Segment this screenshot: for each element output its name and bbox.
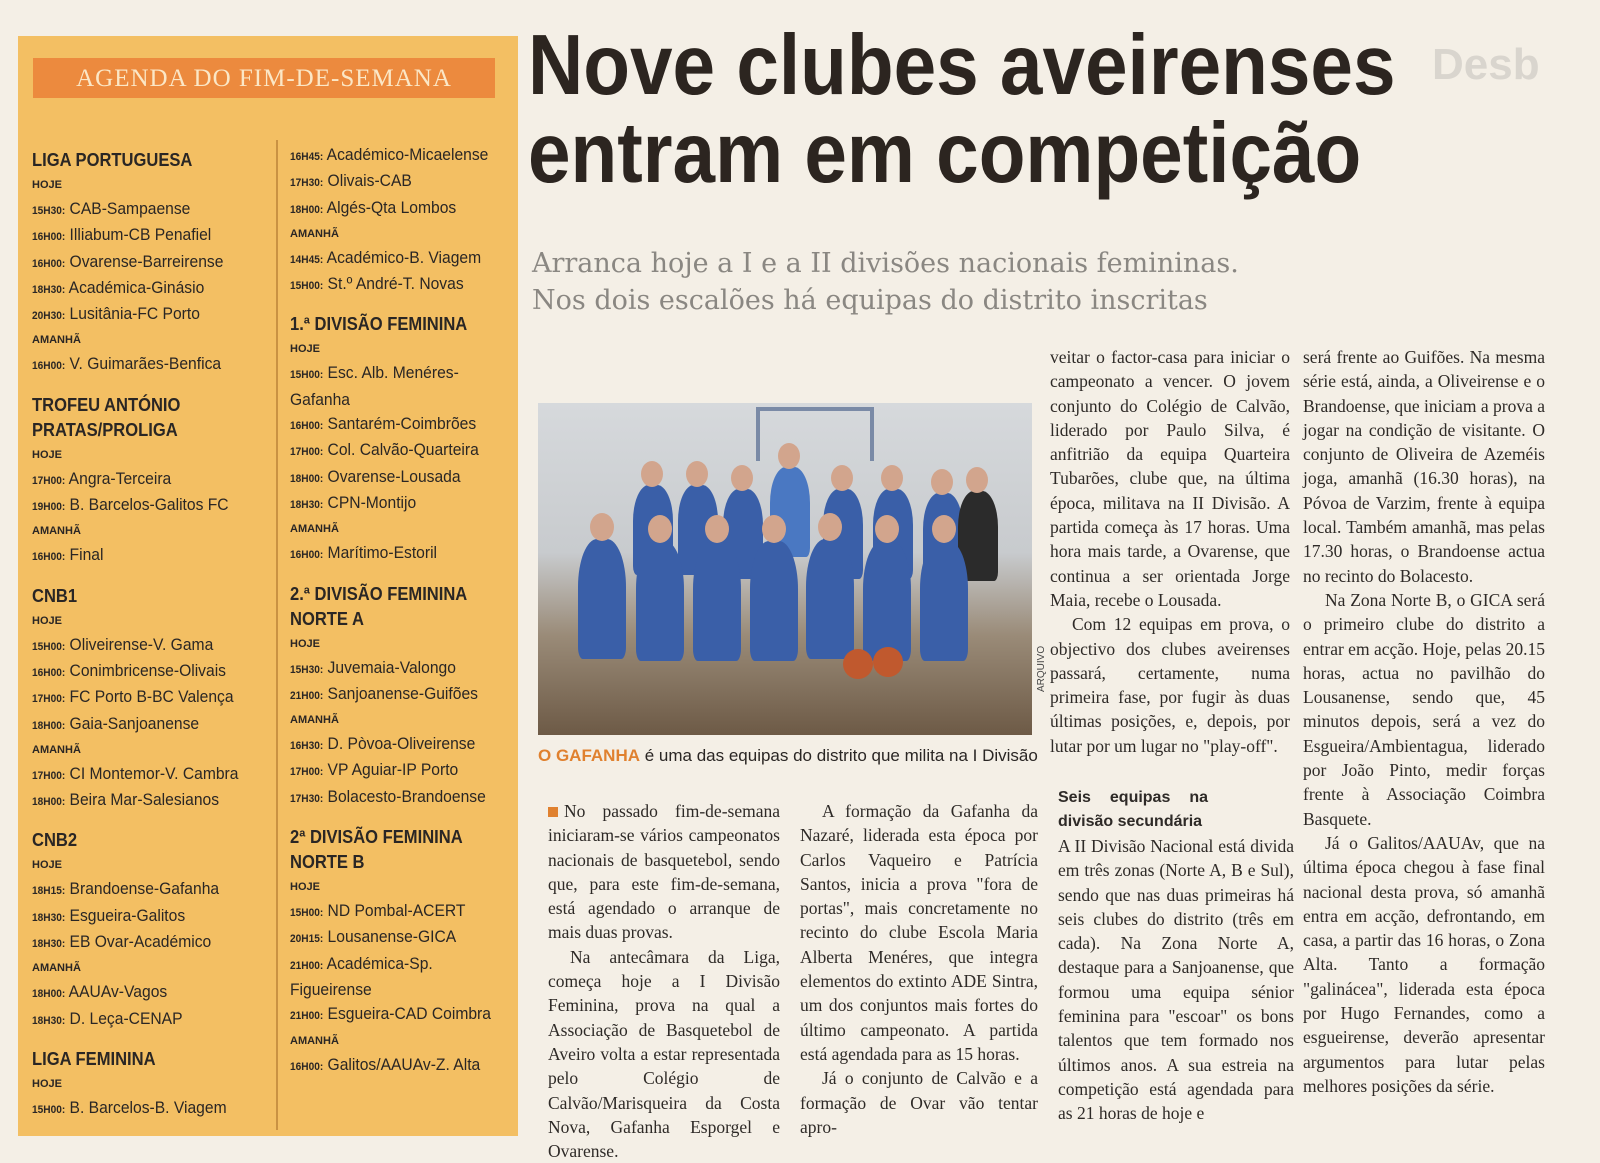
section-gap: [290, 298, 520, 312]
player-head: [875, 515, 899, 543]
game-time: 17H30:: [290, 177, 324, 190]
photo-credit: ARQUIVO: [1036, 645, 1047, 692]
game-time: 19H00:: [32, 501, 66, 514]
player-figure: [693, 541, 741, 661]
game-time: 17H30:: [290, 792, 324, 805]
agenda-section-title: 2ª DIVISÃO FEMININA: [290, 827, 463, 848]
game-time: 14H45:: [290, 253, 324, 266]
game-time: 21H00:: [290, 959, 324, 972]
agenda-game: [290, 143, 502, 169]
agenda-section-title: NORTE A: [290, 608, 364, 629]
game-match: Sanjoanense-Guifões: [327, 683, 478, 703]
game-match: Académica-Ginásio: [68, 277, 205, 297]
article-paragraph: Na Zona Norte B, o GICA será o primeiro clube do distrito a entrar em acção. Hoje, pelas 20.15 horas, actua no pavilhão do Lousanense, sendo que, 45 minutos depois, será a vez do Esgueira/Ambientagua, liderado por João Pinto, medir forças frente à Associação Coimbra Basquete.: [1303, 589, 1545, 829]
agenda-game: [32, 762, 244, 788]
game-match: Illiabum-CB Penafiel: [69, 225, 212, 245]
agenda-game: [32, 930, 244, 956]
game-match: Lousanense-GICA: [327, 927, 457, 947]
player-figure: [920, 541, 968, 661]
game-time: 18H30:: [32, 283, 66, 296]
agenda-game: [290, 169, 502, 195]
game-time: 15H00:: [32, 640, 66, 653]
agenda-game: [32, 467, 244, 493]
agenda-day-label: HOJE: [32, 179, 62, 191]
game-time: 15H30:: [290, 663, 324, 676]
agenda-game: [32, 1096, 244, 1122]
game-match: Ovarense-Barreirense: [69, 251, 224, 271]
article-paragraph: No passado fim-de-semana iniciaram-se vários campeonatos nacionais de basquetebol, sendo que, para este fim-de-semana, está agendado o arranque de mais duas provas.: [548, 801, 780, 943]
agenda-day-label: HOJE: [290, 637, 320, 650]
player-head: [648, 515, 672, 543]
player-head: [590, 513, 614, 541]
article-column-3-bottom: [1058, 786, 1294, 1126]
headline-line-1: Nove clubes aveirenses: [528, 18, 1396, 113]
game-match: FC Porto B-BC Valença: [69, 687, 234, 707]
subheadline-line-2: Nos dois escalões há equipas do distrito inscritas: [532, 285, 1208, 316]
agenda-game: [32, 633, 244, 659]
article-subheading: Seis equipas na divisão secundária: [1058, 789, 1208, 830]
game-time: 18H00:: [32, 719, 66, 732]
game-time: 18H30:: [32, 938, 66, 951]
agenda-game: [32, 904, 244, 930]
agenda-game: [32, 352, 244, 378]
game-match: Beira Mar-Salesianos: [69, 790, 220, 810]
game-match: Juvemaia-Valongo: [327, 657, 456, 677]
player-head: [705, 515, 729, 543]
agenda-game: [290, 952, 502, 978]
agenda-game: [290, 412, 502, 438]
agenda-game-continuation: Figueirense: [290, 979, 372, 999]
game-time: 18H30:: [32, 1014, 66, 1027]
section-gap: [32, 1033, 262, 1047]
agenda-game: [32, 276, 244, 302]
game-time: 15H00:: [290, 280, 324, 293]
game-time: 17H00:: [32, 474, 66, 487]
subheadline-line-1: Arranca hoje a I e a II divisões nacionais femininas.: [532, 248, 1239, 279]
game-time: 21H00:: [290, 689, 324, 702]
agenda-game: [290, 758, 502, 784]
player-head: [731, 465, 753, 491]
game-time: 20H15:: [290, 933, 324, 946]
agenda-day-label: AMANHÃ: [290, 714, 339, 727]
game-match: B. Barcelos-B. Viagem: [69, 1097, 227, 1117]
agenda-section-title: 2.ª DIVISÃO FEMININA: [290, 583, 468, 604]
game-time: 17H00:: [290, 446, 324, 459]
agenda-day-label: HOJE: [32, 1077, 62, 1090]
player-figure: [750, 541, 798, 661]
agenda-game: [32, 788, 244, 814]
agenda-day-label: HOJE: [32, 859, 62, 872]
agenda-game: [32, 197, 244, 223]
game-match: Esgueira-CAD Coimbra: [327, 1004, 491, 1024]
game-time: 16H00:: [32, 257, 66, 270]
player-head: [881, 465, 903, 491]
agenda-section-title: TROFEU ANTÓNIO: [32, 394, 181, 415]
basketball: [843, 649, 873, 679]
agenda-day-label: AMANHÃ: [290, 523, 339, 536]
game-time: 16H00:: [290, 420, 324, 433]
player-head: [686, 461, 708, 487]
article-column-3-top: [1050, 345, 1290, 758]
game-time: 18H30:: [32, 911, 66, 924]
section-gap: [290, 811, 520, 825]
caption-text: é uma das equipas do distrito que milita na I Divisão: [640, 746, 1038, 765]
basket-backboard: [756, 407, 874, 461]
agenda-game: [32, 543, 244, 569]
game-match: B. Barcelos-Galitos FC: [69, 495, 229, 515]
game-match: St.º André-T. Novas: [327, 274, 464, 294]
basketball: [873, 647, 903, 677]
agenda-section-title: CNB1: [32, 585, 78, 606]
agenda-game: [32, 712, 244, 738]
article-paragraph: Já o Galitos/AAUAv, que na última época chegou à fase final nacional desta prova, só amanhã entra em acção, defrontando, em casa, a partir das 16 horas, o Zona Alta. Tanto a formação "galinácea", liderada esta época por Hugo Fernandes, como a esgueirense, deverão apresentar argumentos para lutar pelas melhores posições da série.: [1303, 832, 1545, 1096]
game-match: Algés-Qta Lombos: [326, 197, 457, 217]
agenda-column-right: [290, 143, 520, 1079]
agenda-game: [290, 785, 502, 811]
player-head: [818, 513, 842, 541]
game-time: 16H00:: [290, 549, 324, 562]
agenda-section-title: 1.ª DIVISÃO FEMININA: [290, 314, 468, 335]
agenda-game: [32, 685, 244, 711]
agenda-day-label: AMANHÃ: [290, 1034, 339, 1047]
player-head: [762, 515, 786, 543]
agenda-section-title: LIGA PORTUGUESA: [32, 150, 193, 170]
game-match: EB Ovar-Académico: [69, 932, 212, 952]
article-paragraph: Já o conjunto de Calvão e a formação de Ovar vão tentar apro-: [800, 1068, 1038, 1137]
headline: [528, 18, 1491, 201]
agenda-game: [32, 659, 244, 685]
game-time: 16H00:: [32, 231, 66, 244]
article-paragraph: veitar o factor-casa para iniciar o campeonato a vencer. O jovem conjunto do Colégio de Calvão, liderado por Paulo Silva, é anfitrião da equipa Quarteira Tubarões, clube que, na última época, militava na II Divisão. A partida começa às 17 horas. Uma hora mais tarde, a Ovarense, que continua a ser orientada Jorge Maia, recebe o Lousada.: [1050, 347, 1290, 610]
agenda-day-label: HOJE: [290, 343, 320, 356]
agenda-game: [32, 302, 244, 328]
game-match: D. Leça-CENAP: [69, 1008, 183, 1028]
player-head: [932, 515, 956, 543]
agenda-game: [290, 732, 502, 758]
agenda-game: [290, 925, 502, 951]
game-time: 16H45:: [290, 151, 324, 163]
agenda-day-label: AMANHÃ: [290, 227, 339, 240]
article-paragraph: A formação da Gafanha da Nazaré, liderada esta época por Carlos Vaqueiro e Patrícia Santos, inicia a prova "fora de portas", mais concretamente no recinto do clube Escola Maria Alberta Menéres, que integra elementos do extinto ADE Sintra, um dos conjuntos mais fortes do último campeonato. A partida está agendada para as 15 horas.: [800, 801, 1038, 1064]
player-figure: [578, 539, 626, 659]
game-time: 16H30:: [290, 740, 324, 753]
article-column-4: [1303, 345, 1545, 1098]
agenda-day-label: AMANHÃ: [32, 334, 81, 347]
agenda-game: [290, 491, 502, 517]
headline-line-2: entram em competição: [528, 106, 1362, 201]
game-time: 15H00:: [290, 369, 324, 382]
article-paragraph: Na antecâmara da Liga, começa hoje a I Divisão Feminina, prova na qual a Associação de Basquetebol de Aveiro volta a estar representada pelo Colégio de Calvão/Marisqueira da Costa Nova, Gafanha Esporgel e Ovarense.: [548, 946, 780, 1162]
game-match: AAUAv-Vagos: [68, 982, 168, 1002]
agenda-day-label: AMANHÃ: [32, 743, 81, 756]
agenda-game-continuation: Gafanha: [290, 389, 351, 409]
article-paragraph: Com 12 equipas em prova, o objectivo dos clubes aveirenses passará, certamente, numa primeira fase, por fugir às duas últimas posições, e, depois, por lutar por um lugar no "play-off".: [1050, 614, 1290, 756]
agenda-section-title: CNB2: [32, 830, 78, 851]
player-head: [641, 461, 663, 487]
agenda-section-title: NORTE B: [290, 852, 365, 873]
agenda-game: [290, 1002, 502, 1028]
game-match: Conimbricense-Olivais: [69, 660, 227, 680]
subheadline: [532, 245, 1332, 319]
game-match: VP Aguiar-IP Porto: [327, 760, 459, 780]
game-time: 21H00:: [290, 1010, 324, 1023]
agenda-game: [290, 1053, 502, 1079]
game-match: Marítimo-Estoril: [327, 543, 438, 563]
game-match: Esc. Alb. Menéres-: [327, 363, 459, 383]
game-match: Gaia-Sanjoanense: [69, 713, 200, 733]
adjacent-page-headline: Desb: [1432, 40, 1540, 89]
agenda-game: [32, 1007, 244, 1033]
photo-caption: [538, 746, 1038, 766]
game-time: 18H30:: [290, 498, 324, 511]
game-time: 17H00:: [290, 766, 324, 779]
game-time: 18H00:: [290, 472, 324, 485]
player-head: [778, 443, 800, 469]
game-match: Académica-Sp.: [326, 953, 433, 973]
agenda-day-label: HOJE: [32, 614, 62, 627]
section-gap: [32, 570, 262, 584]
game-time: 18H00:: [290, 203, 324, 216]
game-match: CI Montemor-V. Cambra: [69, 763, 239, 783]
game-match: Ovarense-Lousada: [327, 466, 461, 486]
game-match: Santarém-Coimbrões: [327, 414, 477, 434]
agenda-game: [290, 438, 502, 464]
game-time: 18H15:: [32, 885, 66, 898]
agenda-game: [290, 682, 502, 708]
agenda-game: [290, 246, 502, 272]
game-match: Angra-Terceira: [68, 468, 172, 488]
article-paragraph: será frente ao Guifões. Na mesma série está, ainda, a Oliveirense e o Brandoense, que iniciam a prova a jogar na condição de visitante. O conjunto de Oliveira de Azeméis joga, amanhã (16.30 horas), na Póvoa de Varzim, frente à equipa local. Também amanhã, mas pelas 17.30 horas, o Brandoense actua no recinto do Bolacesto.: [1303, 347, 1545, 586]
agenda-column-left: [32, 148, 262, 1122]
game-match: Oliveirense-V. Gama: [69, 634, 214, 654]
player-head: [931, 469, 953, 495]
game-match: Esgueira-Galitos: [69, 905, 186, 925]
game-time: 17H00:: [32, 769, 66, 782]
player-figure: [863, 541, 911, 661]
game-match: Bolacesto-Brandoense: [327, 786, 486, 806]
agenda-banner: AGENDA DO FIM-DE-SEMANA: [33, 58, 495, 98]
agenda-game: [290, 541, 502, 567]
game-time: 15H00:: [32, 1103, 66, 1116]
game-match: Académico-Micaelense: [326, 145, 489, 164]
section-gap: [290, 568, 520, 582]
player-head: [966, 467, 988, 493]
game-match: D. Pòvoa-Oliveirense: [327, 734, 476, 754]
game-time: 18H00:: [32, 796, 66, 809]
agenda-day-label: HOJE: [290, 881, 320, 894]
agenda-column-divider: [276, 140, 278, 1130]
agenda-day-label: AMANHÃ: [32, 525, 81, 538]
player-head: [831, 465, 853, 491]
game-time: 16H00:: [32, 360, 66, 373]
agenda-day-label: HOJE: [32, 448, 62, 461]
agenda-game: [32, 980, 244, 1006]
game-time: 17H00:: [32, 693, 66, 706]
agenda-game: [290, 899, 502, 925]
game-time: 16H00:: [290, 1060, 324, 1073]
agenda-game: [290, 361, 502, 387]
game-match: Final: [69, 545, 104, 565]
paragraph-bullet-icon: [548, 807, 558, 817]
game-time: 15H00:: [290, 907, 324, 920]
game-match: CPN-Montijo: [327, 492, 417, 512]
game-match: ND Pombal-ACERT: [327, 901, 466, 921]
agenda-game: [290, 196, 502, 222]
agenda-game: [32, 493, 244, 519]
game-time: 16H00:: [32, 551, 66, 564]
game-time: 20H30:: [32, 310, 66, 323]
section-gap: [32, 379, 262, 393]
game-time: 15H30:: [32, 205, 66, 217]
game-time: 16H00:: [32, 666, 66, 679]
agenda-day-label: AMANHÃ: [32, 962, 81, 975]
player-figure: [806, 539, 854, 659]
agenda-game: [290, 656, 502, 682]
agenda-game: [32, 223, 244, 249]
game-match: Galitos/AAUAv-Z. Alta: [327, 1054, 481, 1074]
game-match: CAB-Sampaense: [69, 199, 191, 218]
game-match: Académico-B. Viagem: [326, 247, 482, 267]
agenda-game: [32, 250, 244, 276]
article-column-2: [800, 799, 1038, 1139]
caption-highlight: O GAFANHA: [538, 746, 640, 765]
agenda-game: [290, 465, 502, 491]
article-column-1: [548, 799, 780, 1163]
game-match: Lusitânia-FC Porto: [69, 304, 200, 324]
agenda-section-title: PRATAS/PROLIGA: [32, 419, 178, 440]
article-paragraph: A II Divisão Nacional está divida em três zonas (Norte A, B e Sul), sendo que nas duas primeiras há seis clubes do distrito (três em cada). Na Zona Norte A, destaque para a Sanjoanense, que formou uma equipa sénior feminina para "escoar" os bons talentos que tem formado nos últimos anos. A sua estreia na competição está agendada para as 21 horas de hoje e: [1058, 836, 1294, 1124]
player-figure: [636, 541, 684, 661]
game-match: Col. Calvão-Quarteira: [327, 440, 479, 460]
game-match: Olivais-CAB: [327, 171, 412, 191]
agenda-section-title: LIGA FEMININA: [32, 1048, 156, 1069]
agenda-game: [32, 877, 244, 903]
game-time: 18H00:: [32, 988, 66, 1001]
section-gap: [32, 814, 262, 828]
game-match: V. Guimarães-Benfica: [69, 354, 222, 374]
game-match: Brandoense-Gafanha: [69, 879, 220, 899]
agenda-game: [290, 272, 502, 298]
team-photo: [538, 403, 1032, 735]
